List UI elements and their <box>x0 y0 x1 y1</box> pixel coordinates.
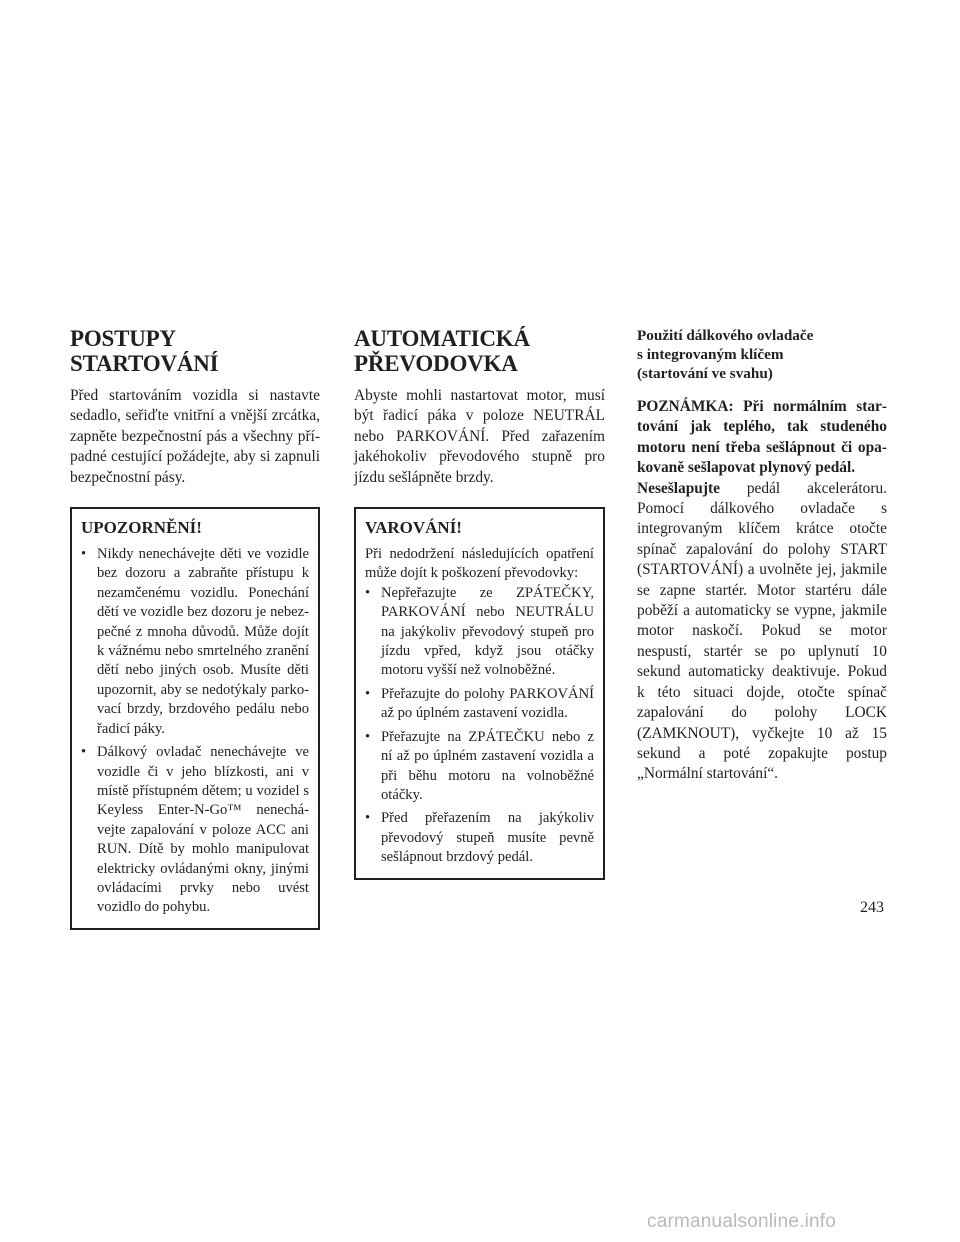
paragraph-text: pedál akcelerátoru. Pomocí dálkového ovladače s integrovaným klíčem krátce otočte spínač zapalování do polohy START (STARTOVÁNÍ) a uvolněte jej, jakmile se zapne startér. Motor startéru dále poběží a automaticky se vypne, jakmile motor naskočí. Pokud se motor nespustí, startér se po uplynutí 10 sekund automaticky deaktivuje. Pokud k této situaci dojde, otočte spínač zapalování do polohy LOCK (ZAMKNOUT), vyčkejte 10 až 15 sekund a poté zopakujte postup „Normální startování“. <box>637 479 887 783</box>
title-line: PŘEVODOVKA <box>354 351 518 376</box>
warning-item: • Nepřeřazujte ze ZPÁTEČKY, PARKOVÁNÍ nebo NEUTRÁLU na jakýkoliv převodový stupeň pro jízdu vpřed, když jsou otáčky motoru vyšší než volnoběžné. <box>365 584 594 681</box>
caution-item: • Nikdy nenechávejte děti ve vozidle bez dozoru a zabraňte přístupu k nezamčenému vozidlu. Ponechání dětí ve vozidle bez dozoru je nebezpečné z mnoha důvodů. Může dojít k vážnému nebo smrtelného zranění dětí nebo jiných osob. Musíte děti upozornit, aby se nedotýkaly parkovací brzdy, brzdového pedálu nebo řadicí páky. <box>81 545 309 739</box>
warning-box <box>354 507 605 880</box>
caution-list <box>81 545 309 918</box>
subtitle-line: s integrovaným klíčem <box>637 346 784 363</box>
hill-start-paragraph <box>637 479 887 785</box>
warning-title: VAROVÁNÍ! <box>365 518 462 538</box>
automatic-transmission-paragraph: Abyste mohli nastartovat motor, musí být řadicí páka v poloze NEUTRÁL nebo PARKOVÁNÍ. Před zařazením jakéhokoliv převodového stupně pro jízdu sešlápněte brzdy. <box>354 387 605 486</box>
subsection-title-hill-start <box>637 326 887 383</box>
section-title-starting-procedures: POSTUPY STARTOVÁNÍ <box>70 326 219 376</box>
column-right <box>637 326 887 785</box>
column-left <box>70 326 320 930</box>
subtitle-line: Použití dálkového ovladače <box>637 327 814 344</box>
note-paragraph: POZNÁMKA: Při normálním startování jak teplého, tak studeného motoru není třeba sešlápnout či opakovaně sešlapovat plynový pedál. <box>637 398 887 477</box>
subtitle-line: (startování ve svahu) <box>637 365 773 382</box>
page-number: 243 <box>860 899 884 916</box>
caution-box <box>70 507 320 930</box>
starting-procedures-paragraph: Před startováním vozidla si nastavte sedadlo, seřiďte vnitřní a vnější zrcátka, zapněte bezpečnostní pás a všechny případné cestující požádejte, aby si zapnuli bezpečnostní pásy. <box>70 387 320 486</box>
title-line: AUTOMATICKÁ <box>354 326 530 351</box>
warning-item: • Před přeřazením na jakýkoliv převodový stupeň musíte pevně sešlápnout brzdový pedál. <box>365 809 594 867</box>
column-middle <box>354 326 605 880</box>
caution-item: • Dálkový ovladač nenechávejte ve vozidle či v jeho blízkosti, ani v místě přístupném dětem; u vozidel s Keyless Enter-N-Go™ nenechávejte zapalování v poloze ACC ani RUN. Dítě by mohlo manipulovat elektricky ovládanými okny, jinými ovládacími prvky nebo uvést vozidlo do pohybu. <box>81 743 309 918</box>
caution-title: UPOZORNĚNÍ! <box>81 518 202 538</box>
section-title-automatic-transmission <box>354 326 605 376</box>
warning-item: • Přeřazujte na ZPÁTEČKU nebo z ní až po úplném zastavení vozidla a při běhu motoru na volnoběžné otáčky. <box>365 728 594 806</box>
watermark: carmanualsonline.info <box>647 1211 837 1232</box>
warning-intro: Při nedodržení následujících opatření může dojít k poškození převodovky: <box>365 546 594 582</box>
emphasis-text: Nesešlapujte <box>637 479 720 497</box>
warning-list <box>365 584 594 868</box>
warning-item: • Přeřazujte do polohy PARKOVÁNÍ až po úplném zastavení vozidla. <box>365 685 594 724</box>
